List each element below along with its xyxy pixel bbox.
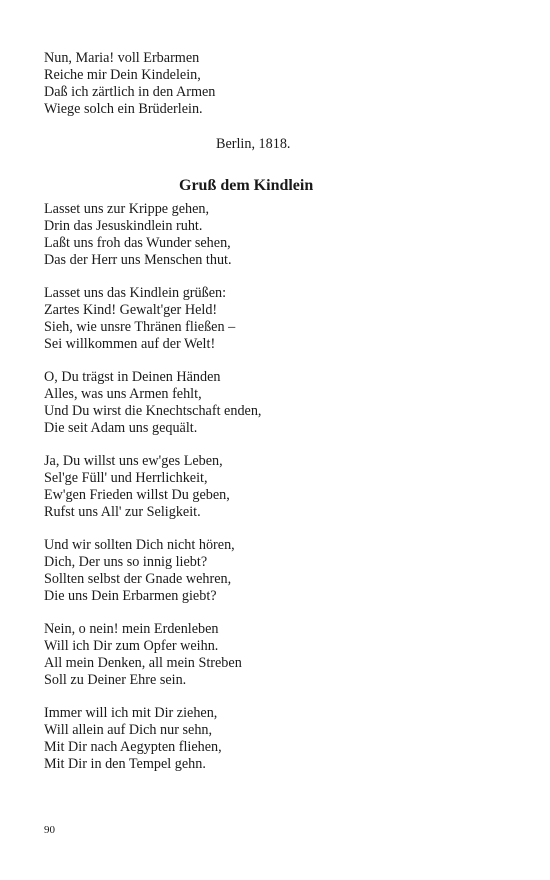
verse-line: Sieh, wie unsre Thränen fließen – [44,319,236,335]
opening-stanza [44,50,484,118]
verse-line: Das der Herr uns Menschen thut. [44,252,232,268]
verse-line: Mit Dir nach Aegypten fliehen, [44,739,222,755]
verse-line: Nein, o nein! mein Erdenleben [44,621,219,637]
stanza-6 [44,621,484,689]
stanza-4 [44,453,484,521]
verse-line: Zartes Kind! Gewalt'ger Held! [44,302,218,318]
verse-line: Sollten selbst der Gnade wehren, [44,571,232,587]
verse-line: Mit Dir in den Tempel gehn. [44,756,206,772]
stanza-2 [44,285,484,353]
verse-line: Will allein auf Dich nur sehn, [44,722,213,738]
verse-line: Dich, Der uns so innig liebt? [44,554,208,570]
verse-line: Soll zu Deiner Ehre sein. [44,672,187,688]
stanza-1 [44,201,484,269]
verse-line: Ew'gen Frieden willst Du geben, [44,487,230,503]
verse-line: Rufst uns All' zur Seligkeit. [44,504,201,520]
verse-line: Lasset uns zur Krippe gehen, [44,201,210,217]
verse-line: Drin das Jesuskindlein ruht. [44,218,203,234]
verse-line: Wiege solch ein Brüderlein. [44,101,203,117]
verse-line: Nun, Maria! voll Erbarmen [44,50,200,66]
stanza-5 [44,537,484,605]
verse-line: Lasset uns das Kindlein grüßen: [44,285,227,301]
verse-line: Will ich Dir zum Opfer weihn. [44,638,219,654]
stanza-7 [44,705,484,773]
verse-line: Daß ich zärtlich in den Armen [44,84,216,100]
verse-line: Und wir sollten Dich nicht hören, [44,537,235,553]
verse-line: Die seit Adam uns gequält. [44,420,198,436]
verse-line: Alles, was uns Armen fehlt, [44,386,202,402]
verse-line: Ja, Du willst uns ew'ges Leben, [44,453,223,469]
verse-line: O, Du trägst in Deinen Händen [44,369,221,385]
poem-title-text: Gruß dem Kindlein [179,177,314,194]
verse-line: Reiche mir Dein Kindelein, [44,67,201,83]
dateline-text: Berlin, 1818. [216,136,291,152]
verse-line: Die uns Dein Erbarmen giebt? [44,588,217,604]
verse-line: Laßt uns froh das Wunder sehen, [44,235,231,251]
verse-line: Immer will ich mit Dir ziehen, [44,705,218,721]
verse-line: Und Du wirst die Knechtschaft enden, [44,403,262,419]
stanza-3 [44,369,484,437]
page-number: 90 [44,824,55,836]
verse-line: All mein Denken, all mein Streben [44,655,242,671]
verse-line: Sel'ge Füll' und Herrlichkeit, [44,470,208,486]
verse-line: Sei willkommen auf der Welt! [44,336,216,352]
